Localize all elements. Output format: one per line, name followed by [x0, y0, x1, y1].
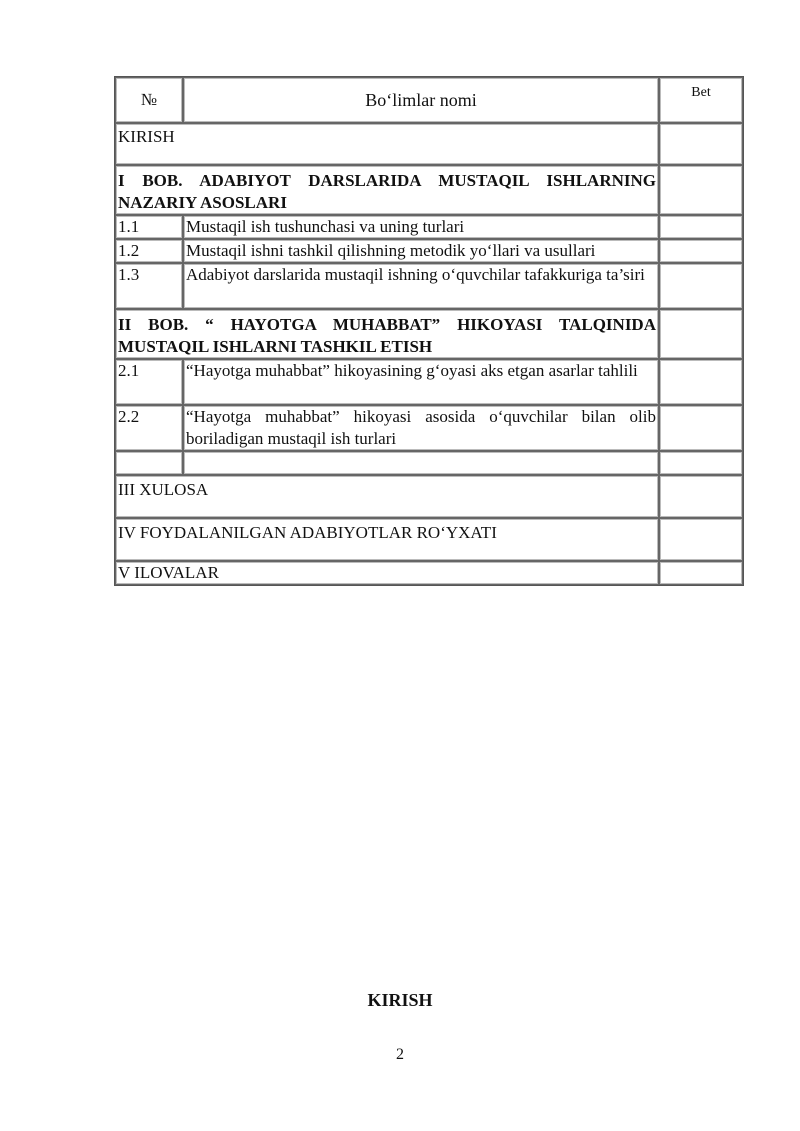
toc-chapter-2-title: II BOB. “ HAYOTGA MUHABBAT” HIKOYASI TALQINIDA MUSTAQIL ISHLARNI TASHKIL ETISH — [115, 309, 659, 359]
toc-item-title: Mustaqil ish tushunchasi va uning turlari — [183, 215, 659, 239]
toc-intro-title: KIRISH — [115, 123, 659, 165]
toc-header-row — [115, 77, 743, 123]
toc-row-blank — [115, 451, 743, 475]
toc-page-cell — [659, 475, 743, 518]
table-of-contents — [114, 76, 744, 586]
toc-page-cell — [659, 263, 743, 309]
toc-item-title: “Hayotga muhabbat” hikoyasining g‘oyasi aks etgan asarlar tahlili — [183, 359, 659, 405]
toc-chapter-1-title: I BOB. ADABIYOT DARSLARIDA MUSTAQIL ISHLARNING NAZARIY ASOSLARI — [115, 165, 659, 215]
toc-page-cell — [659, 405, 743, 451]
section-heading: KIRISH — [367, 990, 433, 1010]
toc-row-item — [115, 359, 743, 405]
toc-header-title: Bo‘limlar nomi — [183, 77, 659, 123]
toc-item-number: 1.2 — [115, 239, 183, 263]
toc-page-cell — [659, 518, 743, 561]
toc-page-cell — [659, 561, 743, 585]
toc-page-cell — [659, 123, 743, 165]
toc-page-cell — [659, 239, 743, 263]
toc-item-title: Adabiyot darslarida mustaqil ishning o‘quvchilar tafakkuriga ta’siri — [183, 263, 659, 309]
toc-empty-cell — [115, 451, 183, 475]
toc-header-page: Bet — [659, 77, 743, 123]
page-number: 2 — [396, 1046, 404, 1063]
toc-row-chapter-1 — [115, 165, 743, 215]
toc-row-item — [115, 263, 743, 309]
toc-references-title: IV FOYDALANILGAN ADABIYOTLAR RO‘YXATI — [115, 518, 659, 561]
toc-page-cell — [659, 165, 743, 215]
toc-item-title: “Hayotga muhabbat” hikoyasi asosida o‘quvchilar bilan olib boriladigan mustaqil ish turlari — [183, 405, 659, 451]
toc-row-appendix — [115, 561, 743, 585]
toc-item-number: 2.2 — [115, 405, 183, 451]
toc-row-references — [115, 518, 743, 561]
toc-row-item — [115, 239, 743, 263]
toc-page-cell — [659, 451, 743, 475]
toc-conclusion-title: III XULOSA — [115, 475, 659, 518]
toc-row-item — [115, 405, 743, 451]
toc-item-number: 2.1 — [115, 359, 183, 405]
toc-item-title: Mustaqil ishni tashkil qilishning metodik yo‘llari va usullari — [183, 239, 659, 263]
toc-item-number: 1.3 — [115, 263, 183, 309]
toc-item-number: 1.1 — [115, 215, 183, 239]
toc-empty-cell — [183, 451, 659, 475]
toc-page-cell — [659, 359, 743, 405]
toc-page-cell — [659, 215, 743, 239]
toc-row-chapter-2 — [115, 309, 743, 359]
toc-row-conclusion — [115, 475, 743, 518]
toc-header-number: № — [115, 77, 183, 123]
toc-row-intro — [115, 123, 743, 165]
toc-row-item — [115, 215, 743, 239]
toc-appendix-title: V ILOVALAR — [115, 561, 659, 585]
toc-page-cell — [659, 309, 743, 359]
